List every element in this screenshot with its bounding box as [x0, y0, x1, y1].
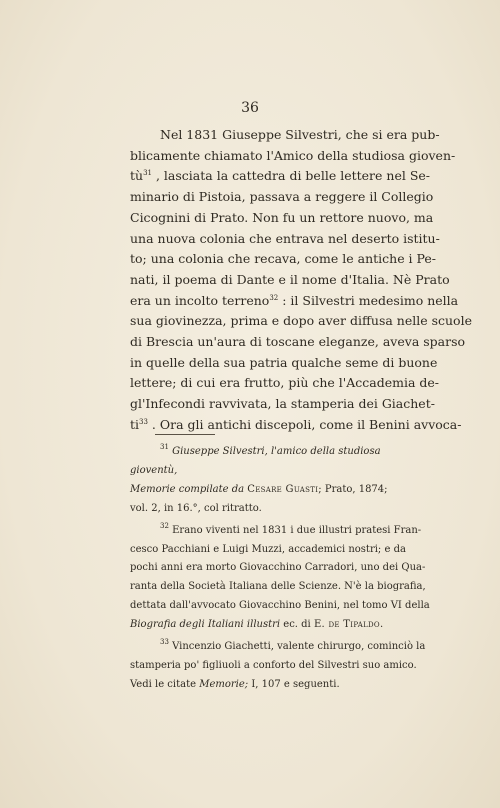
page-number: 36	[241, 100, 259, 116]
footnote-text: Vedi le citate	[130, 678, 197, 690]
footnote-reference: 32	[269, 293, 279, 302]
text-line-with-ref	[130, 166, 430, 187]
footnote-line: cesco Pacchiani e Luigi Muzzi, accademici nostri; e da	[130, 543, 406, 555]
footnote-text: .	[379, 619, 384, 631]
footnote-marker: 33	[160, 638, 169, 647]
footnote-rule	[155, 434, 215, 435]
text-line: to; una colonia che recava, come le antiche i Pe-	[130, 251, 436, 267]
footnote-line: ranta della Società Italiana delle Scienze. N'è la biografia,	[130, 581, 426, 593]
footnote-text: vol. 2, in 16.°, col ritratto.	[130, 502, 262, 514]
footnote-line: Erano viventi nel 1831 i due illustri pratesi Fran-	[172, 524, 422, 536]
footnote-author: Cesare Guasti	[247, 483, 319, 495]
text-line: di Brescia un'aura di toscane eleganze, aveva sparso	[130, 334, 466, 350]
text-line: $tù^{31}$ , lasciata la cattedra di belle lettere nel Se-	[130, 168, 430, 184]
footnote-subtitle: Memorie compilate da	[130, 483, 245, 495]
footnote-text: ; Prato, 1874;	[318, 483, 388, 495]
footnote-line: Vincenzio Giachetti, valente chirurgo, cominciò la	[172, 641, 426, 653]
main-text	[130, 125, 472, 436]
footnotes	[130, 443, 430, 695]
footnote-line: dettata dall'avvocato Giovacchino Benini, nel tomo VI della	[130, 600, 430, 612]
text-line: nati, il poema di Dante e il nome d'Italia. Nè Prato	[130, 271, 450, 287]
text-line-with-ref	[130, 415, 462, 436]
footnote-title: Biografia degli Italiani illustri	[130, 619, 281, 631]
text-line: lettere; di cui era frutto, più che l'Accademia de-	[130, 375, 440, 391]
footnote-line: stamperia po' figliuoli a conforto del Silvestri suo amico.	[130, 659, 417, 671]
footnote-title: Memorie;	[199, 678, 249, 690]
text-line: Nel 1831 Giuseppe Silvestri, che si era pub-	[160, 127, 440, 142]
text-line: Cicognini di Prato. Non fu un rettore nuovo, ma	[130, 209, 434, 225]
footnote-31	[130, 443, 430, 519]
footnote-33	[130, 638, 430, 695]
text-line: gl'Infecondi ravvivata, la stamperia dei Giachet-	[130, 396, 435, 412]
text-line: in quelle della sua patria qualche seme di buone	[130, 354, 438, 370]
footnote-marker: 31	[160, 443, 169, 451]
footnote-line: pochi anni era morto Giovacchino Carradori, uno dei Qua-	[130, 562, 426, 574]
footnote-title: Giuseppe Silvestri, l'amico della studiosa gioventù,	[130, 446, 381, 476]
footnote-reference: 33	[139, 417, 148, 426]
footnote-text: I, 107 e seguenti.	[251, 678, 340, 690]
text-line: $ti^{33}$ . Ora gli antichi discepoli, come il Benini avvoca-	[130, 416, 462, 432]
footnote-author: E. de Tipaldo	[313, 619, 380, 631]
footnote-text: ec. di	[283, 619, 311, 631]
footnote-32	[130, 522, 430, 635]
text-line: blicamente chiamato l'Amico della studiosa gioven-	[130, 147, 456, 163]
text-line: era un incolto terreno$^{32}$ : il Silvestri medesimo nella	[130, 292, 459, 308]
footnote-marker: 32	[160, 521, 169, 530]
text-line: sua giovinezza, prima e dopo aver diffusa nelle scuole	[130, 313, 472, 329]
text-line-with-ref	[130, 291, 459, 312]
footnote-reference: 31	[143, 169, 152, 178]
text-line: una nuova colonia che entrava nel deserto istitu-	[130, 230, 440, 246]
text-line: minario di Pistoia, passava a reggere il Collegio	[130, 189, 434, 205]
